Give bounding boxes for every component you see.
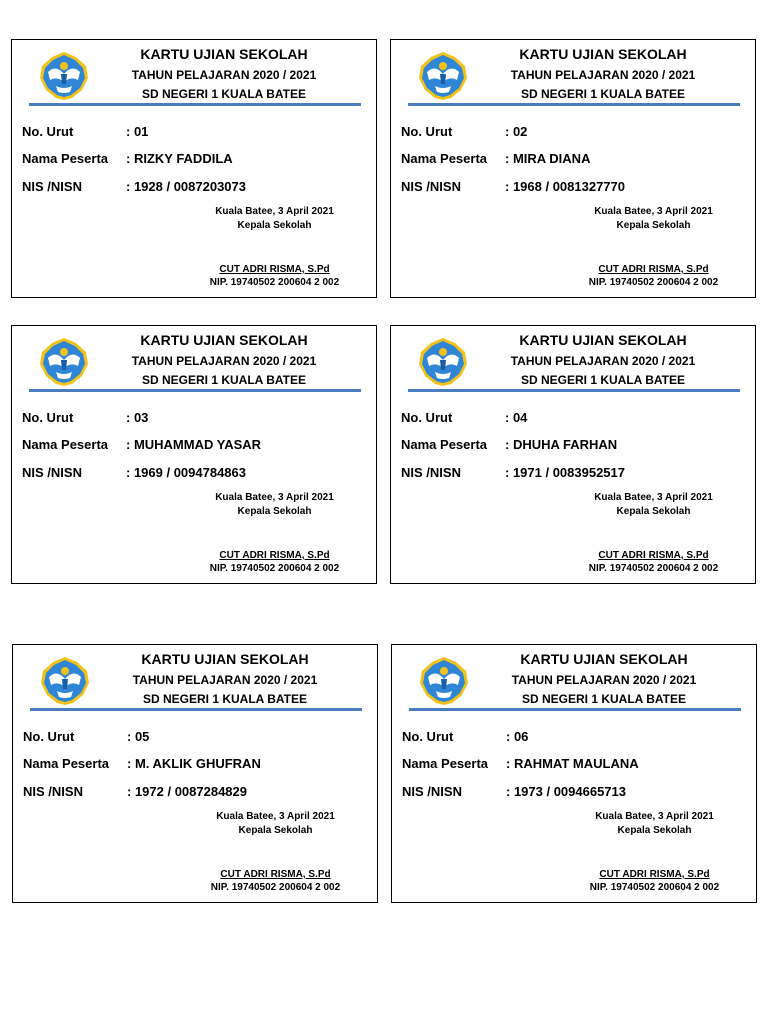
value-nis-nisn: : 1969 / 0094784863 [126,465,246,480]
signature-name: CUT ADRI RISMA, S.Pd [598,550,709,561]
value-no-urut: : 06 [506,729,529,744]
value-no-urut: : 01 [126,124,149,139]
school-name: SD NEGERI 1 KUALA BATEE [520,87,685,101]
signature-name: CUT ADRI RISMA, S.Pd [598,264,709,275]
academic-year: TAHUN PELAJARAN 2020 / 2021 [132,673,318,687]
row-no-urut [22,124,148,139]
signature-place-date: Kuala Batee, 3 April 2021 [215,492,334,503]
row-nama-peserta [402,756,639,771]
value-nis-nisn: : 1928 / 0087203073 [126,179,246,194]
row-nama-peserta [23,756,261,771]
row-nis-nisn [22,179,246,194]
header-divider [408,103,740,106]
label-nama-peserta: Nama Peserta [23,756,109,771]
signature-place-date: Kuala Batee, 3 April 2021 [595,811,714,822]
row-no-urut [401,410,527,425]
row-no-urut [23,729,149,744]
row-nama-peserta [401,151,590,166]
signature-position: Kepala Sekolah [616,220,691,231]
card-title: KARTU UJIAN SEKOLAH [140,46,308,62]
exam-card-2 [390,39,756,298]
academic-year: TAHUN PELAJARAN 2020 / 2021 [131,354,317,368]
label-no-urut: No. Urut [23,729,75,744]
label-no-urut: No. Urut [401,124,453,139]
exam-card-4 [390,325,756,584]
label-nis-nisn: NIS /NISN [401,465,461,480]
signature-place-date: Kuala Batee, 3 April 2021 [594,206,713,217]
card-title: KARTU UJIAN SEKOLAH [140,332,308,348]
signature-nip: NIP. 19740502 200604 2 002 [209,563,340,574]
signature-place-date: Kuala Batee, 3 April 2021 [594,492,713,503]
card-title: KARTU UJIAN SEKOLAH [519,332,687,348]
row-no-urut [402,729,528,744]
label-nis-nisn: NIS /NISN [22,465,82,480]
value-nama-peserta: : RIZKY FADDILA [126,151,233,166]
signature-name: CUT ADRI RISMA, S.Pd [219,550,330,561]
row-nama-peserta [22,151,233,166]
signature-place-date: Kuala Batee, 3 April 2021 [215,206,334,217]
signature-position: Kepala Sekolah [237,506,312,517]
signature-nip: NIP. 19740502 200604 2 002 [589,882,720,893]
header-divider [408,389,740,392]
value-nis-nisn: : 1973 / 0094665713 [506,784,626,799]
signature-nip: NIP. 19740502 200604 2 002 [209,277,340,288]
value-no-urut: : 04 [505,410,528,425]
row-nis-nisn [401,179,625,194]
signature-place-date: Kuala Batee, 3 April 2021 [216,811,335,822]
signature-position: Kepala Sekolah [237,220,312,231]
row-nis-nisn [401,465,625,480]
header-divider [29,389,361,392]
row-no-urut [401,124,527,139]
label-nis-nisn: NIS /NISN [401,179,461,194]
label-no-urut: No. Urut [22,410,74,425]
label-nama-peserta: Nama Peserta [22,151,108,166]
signature-nip: NIP. 19740502 200604 2 002 [210,882,341,893]
row-nama-peserta [22,437,261,452]
label-no-urut: No. Urut [22,124,74,139]
school-name: SD NEGERI 1 KUALA BATEE [141,87,306,101]
label-nama-peserta: Nama Peserta [401,151,487,166]
value-nama-peserta: : RAHMAT MAULANA [506,756,639,771]
signature-position: Kepala Sekolah [238,825,313,836]
card-title: KARTU UJIAN SEKOLAH [519,46,687,62]
row-nis-nisn [23,784,247,799]
signature-position: Kepala Sekolah [617,825,692,836]
row-no-urut [22,410,148,425]
value-nama-peserta: : MUHAMMAD YASAR [126,437,262,452]
row-nis-nisn [22,465,246,480]
value-nama-peserta: : MIRA DIANA [505,151,591,166]
label-nama-peserta: Nama Peserta [401,437,487,452]
label-nama-peserta: Nama Peserta [402,756,488,771]
school-name: SD NEGERI 1 KUALA BATEE [521,692,686,706]
signature-name: CUT ADRI RISMA, S.Pd [599,869,710,880]
signature-nip: NIP. 19740502 200604 2 002 [588,563,719,574]
exam-card-3 [11,325,377,584]
row-nis-nisn [402,784,626,799]
row-nama-peserta [401,437,617,452]
value-no-urut: : 05 [127,729,150,744]
label-nis-nisn: NIS /NISN [402,784,462,799]
academic-year: TAHUN PELAJARAN 2020 / 2021 [511,673,697,687]
label-nis-nisn: NIS /NISN [23,784,83,799]
academic-year: TAHUN PELAJARAN 2020 / 2021 [510,354,696,368]
value-no-urut: : 02 [505,124,528,139]
value-nis-nisn: : 1972 / 0087284829 [127,784,247,799]
school-name: SD NEGERI 1 KUALA BATEE [141,373,306,387]
label-nis-nisn: NIS /NISN [22,179,82,194]
signature-position: Kepala Sekolah [616,506,691,517]
signature-name: CUT ADRI RISMA, S.Pd [219,264,330,275]
card-title: KARTU UJIAN SEKOLAH [141,651,309,667]
exam-card-6 [391,644,757,903]
label-no-urut: No. Urut [402,729,454,744]
label-no-urut: No. Urut [401,410,453,425]
header-divider [30,708,362,711]
header-divider [409,708,741,711]
label-nama-peserta: Nama Peserta [22,437,108,452]
exam-card-5 [12,644,378,903]
school-name: SD NEGERI 1 KUALA BATEE [520,373,685,387]
header-divider [29,103,361,106]
academic-year: TAHUN PELAJARAN 2020 / 2021 [131,68,317,82]
academic-year: TAHUN PELAJARAN 2020 / 2021 [510,68,696,82]
exam-card-1 [11,39,377,298]
value-nama-peserta: : M. AKLIK GHUFRAN [127,756,261,771]
signature-nip: NIP. 19740502 200604 2 002 [588,277,719,288]
value-no-urut: : 03 [126,410,149,425]
value-nama-peserta: : DHUHA FARHAN [505,437,618,452]
card-title: KARTU UJIAN SEKOLAH [520,651,688,667]
school-name: SD NEGERI 1 KUALA BATEE [142,692,307,706]
value-nis-nisn: : 1971 / 0083952517 [505,465,625,480]
value-nis-nisn: : 1968 / 0081327770 [505,179,625,194]
signature-name: CUT ADRI RISMA, S.Pd [220,869,331,880]
